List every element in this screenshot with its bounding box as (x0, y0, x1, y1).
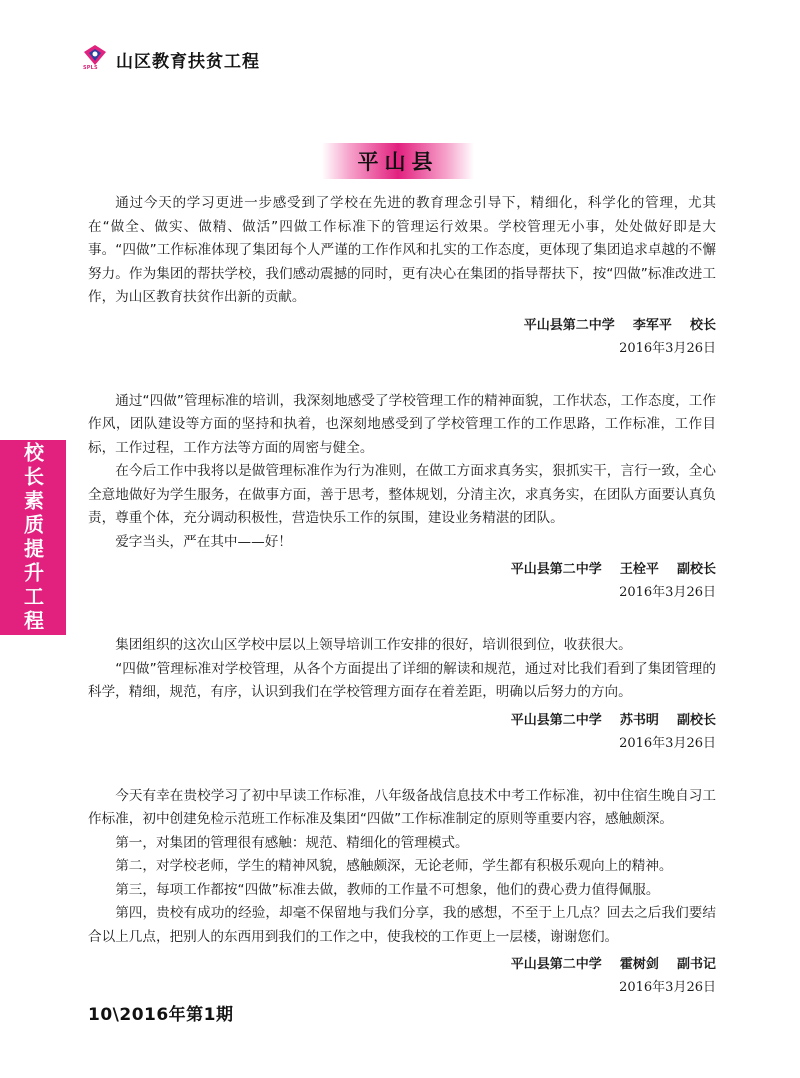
paragraph: 爱字当头，严在其中——好！ (115, 533, 292, 550)
paragraph: 在今后工作中我将以是做管理标准作为行为准则，在做工方面求真务实，狠抓实干，言行一致，全心全意地做好为学生服务，在做事方面，善于思考，整体规划，分清主次，求真务实，在团队方面要认真负责，尊重个体，充分调动积极性，营造快乐工作的氛围，建设业务精湛的团队。 (88, 463, 716, 526)
page-footer: 10\2016年第1期 (88, 1005, 234, 1025)
logo-mark-icon (82, 44, 108, 66)
date: 2016年3月26日 (619, 980, 716, 995)
paragraph: 通过“四做”管理标准的培训，我深刻地感受了学校管理工作的精神面貌，工作状态，工作态度，工作作风，团队建设等方面的坚持和执着，也深刻地感受到了学校管理工作的工作思路，工作标准，工作目标，工作过程，工作方法等方面的周密与健全。 (88, 392, 716, 456)
paragraph: 通过今天的学习更进一步感受到了学校在先进的教育理念引导下，精细化，科学化的管理，尤其在“做全、做实、做精、做活”四做工作标准下的管理运行效果。学校管理无小事，处处做好即是大事。“四做”工作标准体现了集团每个人严谨的工作作风和扎实的工作态度，更体现了集团追求卓越的不懈努力。作为集团的帮扶学校，我们感动震撼的同时，更有决心在集团的指导帮扶下，按“四做”标准改进工作，为山区教育扶贫作出新的贡献。 (88, 195, 716, 305)
date: 2016年3月26日 (619, 735, 716, 751)
testimonial-section (88, 634, 716, 755)
side-tab-label: 校长素质提升工程 (20, 441, 45, 634)
date: 2016年3月26日 (619, 340, 716, 356)
paragraph: 集团组织的这次山区学校中层以上领导培训工作安排的很好，培训很到位，收获很大。 (115, 637, 632, 653)
paragraph: 第三，每项工作都按“四做”标准去做，教师的工作量不可想象，他们的费心费力值得佩服。 (115, 881, 660, 898)
logo-text: SPLS (83, 65, 98, 71)
signature: 平山县第二中学 李军平 校长 (523, 317, 716, 333)
paragraph: 第一，对集团的管理很有感触：规范、精细化的管理模式。 (115, 834, 469, 851)
article-body (88, 192, 716, 1029)
logo (82, 44, 108, 74)
testimonial-section (88, 390, 716, 605)
page-header (82, 44, 260, 74)
signature: 平山县第二中学 霍树剑 副书记 (510, 957, 716, 972)
paragraph: 第四，贵校有成功的经验，却毫不保留地与我们分享，我的感想，不至于上几点？回去之后我们要结合以上几点，把别人的东西用到我们的工作之中，使我校的工作更上一层楼，谢谢您们。 (88, 905, 716, 945)
article-title: 平山县 (357, 150, 439, 174)
testimonial-section (88, 785, 716, 1000)
testimonial-section (88, 192, 716, 360)
header-title: 山区教育扶贫工程 (116, 51, 260, 72)
paragraph: 今天有幸在贵校学习了初中早读工作标准，八年级备战信息技术中考工作标准，初中住宿生晚自习工作标准，初中创建免检示范班工作标准及集团“四做”工作标准制定的原则等重要内容，感触颇深。 (88, 787, 716, 827)
signature: 平山县第二中学 苏书明 副校长 (510, 712, 716, 728)
paragraph: 第二，对学校老师，学生的精神风貌，感触颇深，无论老师，学生都有积极乐观向上的精神。 (115, 858, 673, 874)
side-section-tab (0, 440, 66, 635)
article-title-banner (322, 143, 474, 179)
paragraph: “四做”管理标准对学校管理，从各个方面提出了详细的解读和规范，通过对比我们看到了集团管理的科学，精细，规范，有序，认识到我们在学校管理方面存在着差距，明确以后努力的方向。 (88, 660, 716, 700)
signature: 平山县第二中学 王栓平 副校长 (510, 562, 716, 577)
date: 2016年3月26日 (619, 585, 716, 600)
